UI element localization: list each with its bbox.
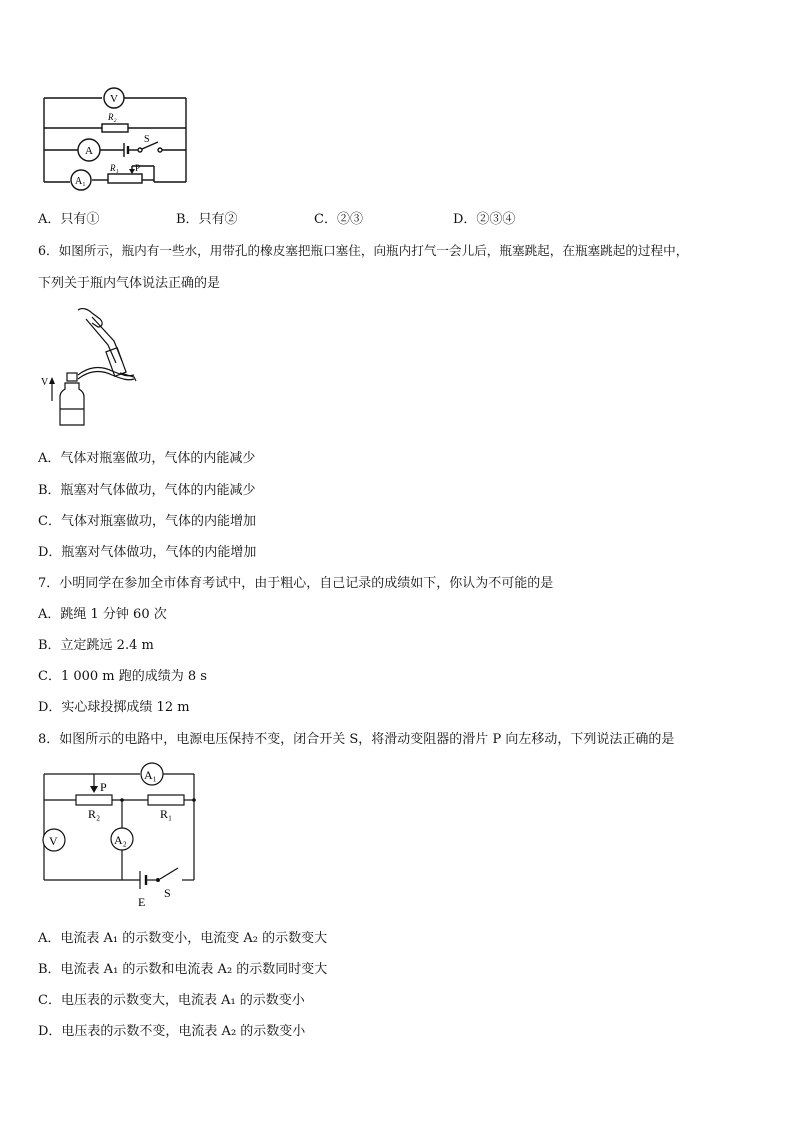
q8-p-label: P — [100, 780, 107, 794]
q5-a1-label: A₁ — [75, 176, 86, 187]
q8-s-label: S — [164, 886, 171, 900]
q8-option-a[interactable]: A．电流表 A₁ 的示数变小，电流变 A₂ 的示数变大 — [38, 931, 328, 946]
q8-a2-label: A₂ — [114, 833, 127, 847]
q6-stem-line2: 下列关于瓶内气体说法正确的是 — [38, 276, 221, 291]
q6-bottle-pump-diagram — [38, 305, 148, 430]
q5-option-d[interactable]: D．②③④ — [453, 212, 516, 227]
q5-circuit-diagram — [36, 84, 196, 194]
q5-v-label: V — [110, 93, 118, 105]
q6-stem-line1: 6．如图所示，瓶内有一些水，用带孔的橡皮塞把瓶口塞住，向瓶内打气一会儿后，瓶塞跳起，在瓶塞跳起的过程中， — [38, 243, 689, 258]
q5-r1-label: R₁ — [110, 163, 119, 173]
q5-s-label: S — [144, 134, 150, 145]
q5-a-label: A — [85, 145, 93, 157]
q8-option-d[interactable]: D．电压表的示数不变，电流表 A₂ 的示数变小 — [38, 1024, 306, 1039]
q7-option-d[interactable]: D．实心球投掷成绩 12 m — [38, 700, 190, 715]
q6-option-a[interactable]: A．气体对瓶塞做功，气体的内能减少 — [38, 451, 256, 466]
q8-e-label: E — [138, 895, 146, 909]
q8-a1-label: A₁ — [144, 768, 157, 782]
q5-p-label: P — [135, 163, 141, 173]
q5-r2-label: R₂ — [108, 112, 117, 122]
q6-option-c[interactable]: C．气体对瓶塞做功，气体的内能增加 — [38, 514, 256, 529]
q5-option-c[interactable]: C．②③ — [314, 212, 363, 227]
q8-v-label: V — [49, 834, 58, 848]
q7-stem: 7．小明同学在参加全市体育考试中，由于粗心，自己记录的成绩如下，你认为不可能的是 — [38, 576, 554, 591]
q6-v-label: V — [41, 377, 49, 388]
q8-circuit-diagram — [36, 760, 206, 910]
q8-r2-label: R₂ — [88, 807, 101, 821]
q8-option-c[interactable]: C．电压表的示数变大，电流表 A₁ 的示数变小 — [38, 993, 305, 1008]
q7-option-c[interactable]: C．1 000 m 跑的成绩为 8 s — [38, 669, 207, 684]
q6-option-d[interactable]: D．瓶塞对气体做功，气体的内能增加 — [38, 545, 257, 560]
q8-option-b[interactable]: B．电流表 A₁ 的示数和电流表 A₂ 的示数同时变大 — [38, 962, 328, 977]
q7-option-a[interactable]: A．跳绳 1 分钟 60 次 — [38, 607, 167, 622]
q8-stem: 8．如图所示的电路中，电源电压保持不变，闭合开关 S，将滑动变阻器的滑片 P 向左移动，下列说法正确的是 — [38, 732, 675, 747]
q8-r1-label: R₁ — [160, 807, 173, 821]
q7-option-b[interactable]: B．立定跳远 2.4 m — [38, 638, 154, 653]
q6-option-b[interactable]: B．瓶塞对气体做功，气体的内能减少 — [38, 483, 256, 498]
q5-option-b[interactable]: B．只有② — [176, 212, 238, 227]
q5-option-a[interactable]: A．只有① — [38, 212, 100, 227]
